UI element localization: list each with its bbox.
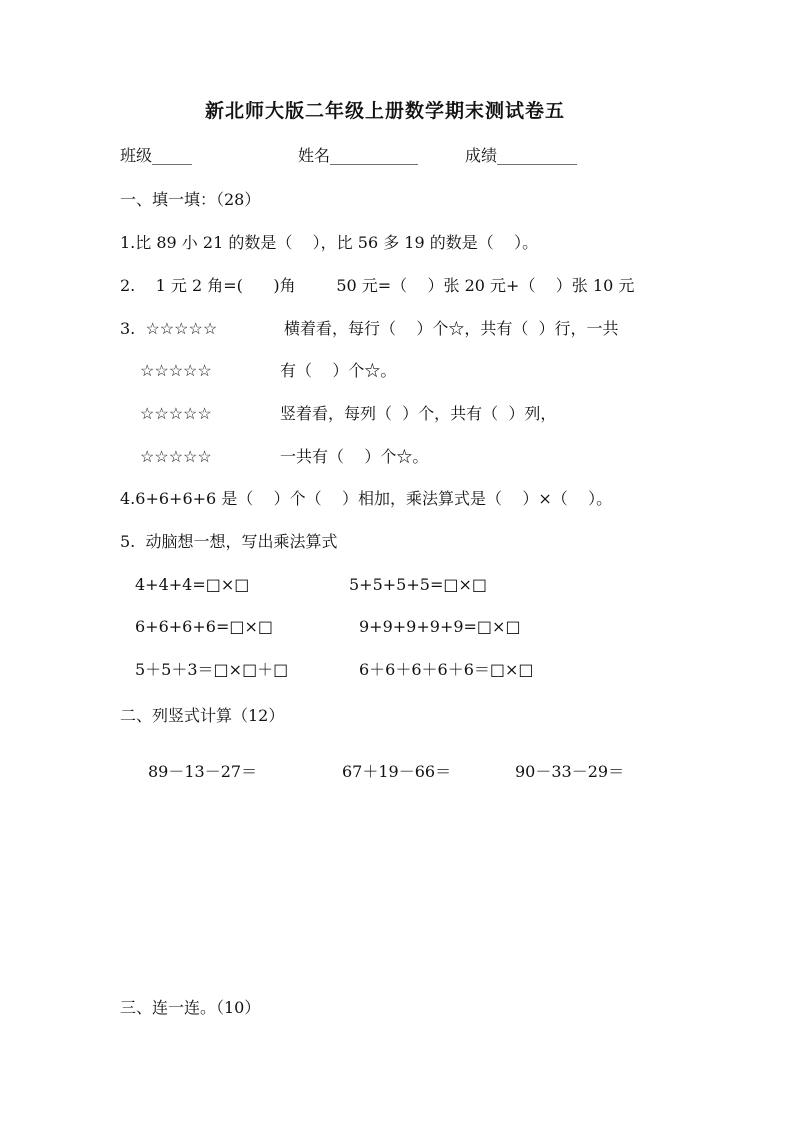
section-2-heading: 二、列竖式计算（12）	[120, 706, 285, 725]
question-3-text-row-3: 竖着看，每列（ ）个，共有（ ）列，	[280, 404, 557, 423]
page-title: 新北师大版二年级上册数学期末测试卷五	[205, 100, 566, 122]
vertical-calc-expression: 90－33－29＝	[515, 762, 625, 781]
name-field: 姓名___________	[298, 146, 419, 165]
q5-expression: 4+4+4=□×□	[135, 575, 250, 594]
question-3-text-row-2: 有（ ）个☆。	[280, 361, 397, 380]
vertical-calc-expression: 89－13－27＝	[148, 762, 258, 781]
q5-expression: 6+6+6+6=□×□	[135, 617, 273, 636]
question-1: 1.比 89 小 21 的数是（ ），比 56 多 19 的数是（ ）。	[120, 233, 539, 252]
question-3-stars-row-2: ☆☆☆☆☆	[140, 361, 212, 380]
vertical-calc-expression: 67＋19－66＝	[342, 762, 452, 781]
question-2: 2. 1 元 2 角=( )角 50 元=（ ）张 20 元+（ ）张 10 元	[120, 276, 635, 295]
question-3-stars-row-4: ☆☆☆☆☆	[140, 447, 212, 466]
section-1-heading: 一、填一填：（28）	[120, 190, 261, 209]
q5-expression: 9+9+9+9+9=□×□	[359, 617, 521, 636]
q5-expression: 5＋5＋3＝□×□＋□	[135, 660, 289, 679]
question-3-stars-row-1: 3. ☆☆☆☆☆	[120, 319, 218, 338]
class-field: 班级_____	[120, 146, 193, 165]
question-4: 4.6+6+6+6 是（ ）个（ ）相加，乘法算式是（ ）×（ ）。	[120, 489, 613, 508]
score-field: 成绩__________	[465, 146, 578, 165]
section-3-heading: 三、连一连。（10）	[120, 998, 261, 1017]
q5-expression: 6＋6＋6＋6＋6＝□×□	[359, 660, 534, 679]
question-3-stars-row-3: ☆☆☆☆☆	[140, 404, 212, 423]
question-3-text-row-4: 一共有（ ）个☆。	[280, 447, 429, 466]
q5-expression: 5+5+5+5=□×□	[349, 575, 487, 594]
question-3-text-row-1: 横着看，每行（ ）个☆，共有（ ）行，一共	[284, 319, 619, 338]
question-5-heading: 5. 动脑想一想，写出乘法算式	[120, 532, 338, 551]
